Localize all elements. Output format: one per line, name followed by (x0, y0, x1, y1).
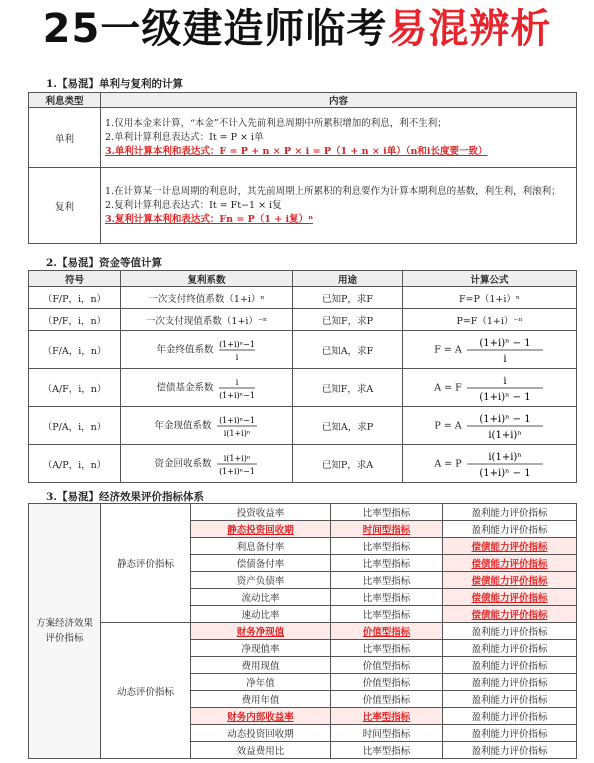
simple-line-3: 3.单利计算本利和表达式：F = P + n × P × i = P（1 + n × i单）（n和i长度要一致） (105, 145, 488, 157)
indicator-type: 比率型指标 (331, 572, 443, 589)
svg-text:(1+i)ⁿ−1: (1+i)ⁿ−1 (218, 339, 255, 349)
symbol-cell: （F/A，i，n） (29, 331, 121, 369)
compound-line-2: 2.复利计算利息表达式：It = Ft−1 × i复 (105, 199, 282, 211)
factor-cell (121, 369, 293, 407)
indicator-name: 动态投资回收期 (191, 725, 331, 742)
indicator-capability: 盈利能力评价指标 (443, 640, 577, 657)
page-title (0, 2, 594, 56)
use-cell: 已知A，求F (293, 331, 403, 369)
svg-text:i(1+i)ⁿ: i(1+i)ⁿ (223, 453, 250, 463)
indicator-type: 时间型指标 (331, 725, 443, 742)
formula-fraction (465, 373, 545, 403)
svg-text:(1+i)ⁿ−1: (1+i)ⁿ−1 (218, 390, 255, 400)
indicator-type: 价值型指标 (331, 674, 443, 691)
indicator-capability: 盈利能力评价指标 (443, 674, 577, 691)
table-row (29, 287, 577, 309)
symbol-cell: （A/F，i，n） (29, 369, 121, 407)
symbol-cell: （P/A，i，n） (29, 407, 121, 445)
table-row (29, 108, 577, 168)
col-header-formula: 计算公式 (403, 271, 577, 287)
time-value-table (28, 270, 577, 483)
indicator-type: 比率型指标 (331, 538, 443, 555)
dynamic-category-label: 动态评价指标 (101, 623, 191, 759)
col-header-type: 利息类型 (29, 93, 101, 108)
title-highlight: 易混辨析 (387, 6, 552, 52)
indicator-capability: 偿债能力评价指标 (443, 589, 577, 606)
indicator-name: 净现值率 (191, 640, 331, 657)
factor-cell (121, 407, 293, 445)
svg-text:(1+i)ⁿ−1: (1+i)ⁿ−1 (218, 415, 255, 425)
table-row (29, 168, 577, 244)
section1-heading: 1.【易混】单利与复利的计算 (46, 78, 183, 90)
svg-text:(1+i)ⁿ−1: (1+i)ⁿ−1 (218, 466, 255, 476)
table-row (29, 331, 577, 369)
use-cell: 已知P，求A (293, 445, 403, 483)
use-cell: 已知A，求P (293, 407, 403, 445)
indicator-capability: 盈利能力评价指标 (443, 691, 577, 708)
formula-cell (403, 407, 577, 445)
indicator-capability: 偿债能力评价指标 (443, 572, 577, 589)
indicator-capability: 偿债能力评价指标 (443, 606, 577, 623)
formula-lhs: P = A (434, 420, 462, 431)
indicator-capability: 偿债能力评价指标 (443, 538, 577, 555)
factor-name: 偿债基金系数 (156, 382, 214, 393)
indicator-row (29, 623, 577, 640)
formula-cell: P=F（1+i）⁻ⁿ (403, 309, 577, 331)
use-cell: 已知P，求F (293, 287, 403, 309)
indicator-type: 价值型指标 (331, 623, 443, 640)
factor-cell (121, 331, 293, 369)
formula-lhs: A = F (434, 382, 462, 393)
formula-cell (403, 331, 577, 369)
formula-fraction (465, 449, 545, 479)
svg-text:i(1+i)ⁿ: i(1+i)ⁿ (488, 429, 522, 441)
indicator-type: 价值型指标 (331, 691, 443, 708)
factor-name: 年金现值系数 (154, 420, 212, 431)
factor-fraction (217, 375, 257, 401)
indicator-capability: 盈利能力评价指标 (443, 742, 577, 759)
symbol-cell: （F/P，i，n） (29, 287, 121, 309)
simple-line-2: 2.单利计算利息表达式：It = P × i单 (105, 131, 264, 143)
indicator-row (29, 504, 577, 521)
svg-text:i: i (503, 353, 507, 365)
indicator-type: 比率型指标 (331, 742, 443, 759)
indicator-capability: 盈利能力评价指标 (443, 708, 577, 725)
formula-fraction (465, 335, 545, 365)
svg-text:i: i (235, 352, 238, 362)
formula-cell: F=P（1+i）ⁿ (403, 287, 577, 309)
symbol-cell: （P/F，i，n） (29, 309, 121, 331)
indicator-capability: 盈利能力评价指标 (443, 623, 577, 640)
indicator-name: 效益费用比 (191, 742, 331, 759)
simple-compound-interest-table (28, 92, 577, 244)
col-header-content: 内容 (101, 93, 577, 108)
svg-text:i(1+i)ⁿ: i(1+i)ⁿ (488, 451, 522, 463)
formula-fraction (465, 411, 545, 441)
col-header-use: 用途 (293, 271, 403, 287)
factor-cell (121, 445, 293, 483)
factor-name: 资金回收系数 (154, 458, 212, 469)
indicator-name: 净年值 (191, 674, 331, 691)
indicator-name: 利息备付率 (191, 538, 331, 555)
indicator-type: 比率型指标 (331, 606, 443, 623)
indicator-type: 价值型指标 (331, 657, 443, 674)
indicator-type: 比率型指标 (331, 640, 443, 657)
section3-heading: 3.【易混】经济效果评价指标体系 (46, 491, 204, 503)
compound-line-3: 3.复利计算本利和表达式：Fn = P（1 + i复）ⁿ (105, 213, 314, 225)
indicator-type: 比率型指标 (331, 555, 443, 572)
use-cell: 已知F，求P (293, 309, 403, 331)
svg-text:i(1+i)ⁿ: i(1+i)ⁿ (223, 428, 250, 438)
table-row (29, 309, 577, 331)
indicator-name: 费用现值 (191, 657, 331, 674)
indicator-name: 财务净现值 (191, 623, 331, 640)
indicator-capability: 盈利能力评价指标 (443, 504, 577, 521)
formula-lhs: F = A (434, 344, 462, 355)
indicator-type: 比率型指标 (331, 504, 443, 521)
svg-text:(1+i)ⁿ − 1: (1+i)ⁿ − 1 (479, 413, 531, 425)
table-row (29, 407, 577, 445)
indicator-capability: 偿债能力评价指标 (443, 555, 577, 572)
indicator-capability: 盈利能力评价指标 (443, 521, 577, 538)
group-label: 方案经济效果评价指标 (29, 504, 101, 759)
indicator-name: 静态投资回收期 (191, 521, 331, 538)
interest-type-simple: 单利 (29, 108, 101, 168)
simple-line-1: 1.仅用本金来计算，“本金”不计入先前利息周期中所累积增加的利息，利不生利； (105, 117, 447, 129)
interest-type-compound: 复利 (29, 168, 101, 244)
factor-name: 年金终值系数 (156, 344, 214, 355)
factor-cell: 一次支付现值系数（1+i）⁻ⁿ (121, 309, 293, 331)
formula-cell (403, 369, 577, 407)
indicator-name: 投资收益率 (191, 504, 331, 521)
indicator-type: 比率型指标 (331, 589, 443, 606)
factor-fraction (215, 451, 259, 477)
indicator-name: 偿债备付率 (191, 555, 331, 572)
symbol-cell: （A/P，i，n） (29, 445, 121, 483)
svg-text:i: i (235, 377, 238, 387)
indicator-type: 比率型指标 (331, 708, 443, 725)
col-header-symbol: 符号 (29, 271, 121, 287)
compound-line-1: 1.在计算某一计息周期的利息时，其先前周期上所累积的利息要作为计算本期利息的基数，利生利，利滚利； (105, 185, 561, 197)
section2-heading: 2.【易混】资金等值计算 (46, 257, 162, 269)
svg-text:(1+i)ⁿ − 1: (1+i)ⁿ − 1 (479, 467, 531, 479)
static-category-label: 静态评价指标 (101, 504, 191, 623)
indicator-capability: 盈利能力评价指标 (443, 657, 577, 674)
indicator-type: 时间型指标 (331, 521, 443, 538)
use-cell: 已知F，求A (293, 369, 403, 407)
indicator-name: 财务内部收益率 (191, 708, 331, 725)
indicator-name: 费用年值 (191, 691, 331, 708)
indicator-name: 速动比率 (191, 606, 331, 623)
title-main: 25一级建造师临考 (42, 6, 388, 52)
svg-text:(1+i)ⁿ − 1: (1+i)ⁿ − 1 (479, 337, 531, 349)
indicator-name: 资产负债率 (191, 572, 331, 589)
evaluation-indicator-table (28, 503, 577, 759)
formula-lhs: A = P (434, 458, 462, 469)
indicator-capability: 盈利能力评价指标 (443, 725, 577, 742)
table-row (29, 445, 577, 483)
table-row (29, 369, 577, 407)
svg-text:i: i (503, 375, 507, 387)
factor-fraction (217, 337, 257, 363)
svg-text:(1+i)ⁿ − 1: (1+i)ⁿ − 1 (479, 391, 531, 403)
col-header-factor: 复利系数 (121, 271, 293, 287)
factor-fraction (215, 413, 259, 439)
factor-cell: 一次支付终值系数（1+i）ⁿ (121, 287, 293, 309)
indicator-name: 流动比率 (191, 589, 331, 606)
formula-cell (403, 445, 577, 483)
